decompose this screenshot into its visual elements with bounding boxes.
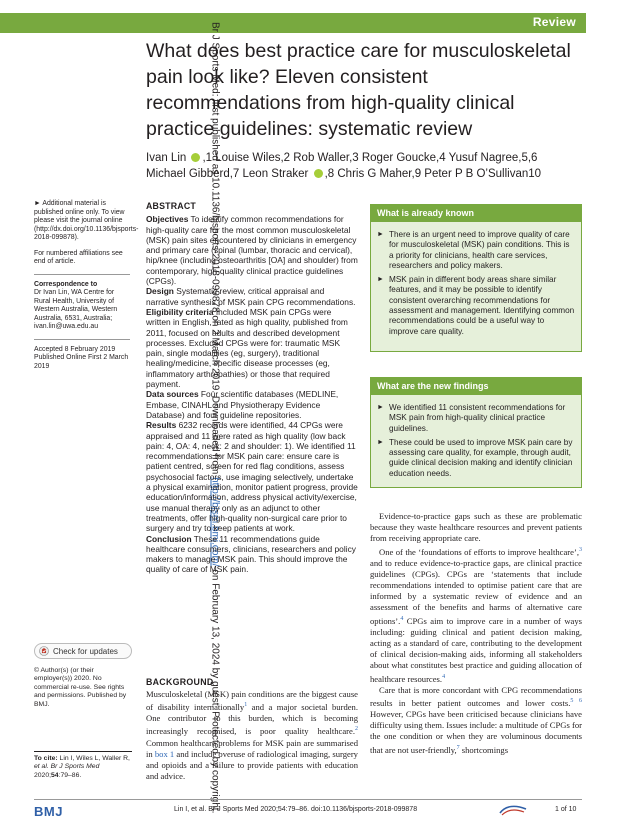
- p3-text-a: Care that is more concordant with CPG recommendations results in better patient outcomes and lower costs.: [370, 684, 582, 708]
- divider: [34, 339, 130, 340]
- list-item-text: MSK pain in different body areas share similar features, and it may be possible to identify consistent overarching recommendations for assessment and management. Identifying common recommendations could be a useful way to improve care quality.: [389, 275, 575, 336]
- list-item: [377, 438, 575, 479]
- footer-citation: Lin I, et al. Br J Sports Med 2020;54:79–86. doi:10.1136/bjsports-2018-099878: [174, 806, 418, 813]
- ref-link[interactable]: 5 6: [570, 697, 583, 704]
- left-margin-notes: [34, 200, 139, 378]
- p2-text-a: One of the ‘foundations of efforts to improve healthcare’,: [379, 546, 579, 557]
- bullet-icon: ►: [377, 404, 384, 411]
- bullet-icon: ►: [377, 438, 384, 446]
- author-line2-b: ,8 Chris G Maher,9 Peter P B O’Sullivan10: [324, 168, 542, 180]
- correspondence-head: Correspondence to: [34, 280, 98, 288]
- bullet-icon: ►: [377, 276, 384, 284]
- background-text: [146, 689, 358, 782]
- p2-text-b: and to reduce evidence-to-practice gaps, are clinical practice guidelines (CPGs). CPGs are ‘statements that include recommendations intended to optimise patient care that are informed by a systematic review of evidence and an assessment of the benefits and harms of alternative care options’.: [370, 557, 582, 626]
- sidenote-suffix: on February 13, 2024 by guest. Protected by copyright.: [209, 566, 221, 814]
- section-label: Review: [532, 15, 576, 29]
- accepted-date: Accepted 8 February 2019: [34, 345, 116, 353]
- published-date: Published Online First 2 March 2019: [34, 354, 129, 370]
- cite-volume: 54: [51, 771, 59, 779]
- already-known-heading: What is already known: [371, 205, 581, 222]
- sidenote-prefix: Br J Sports Med: first published as 10.1136/bjsports-2018-099878 on 2 March 2019. Downloaded from: [209, 22, 221, 478]
- sources-label: Data sources: [146, 389, 199, 400]
- results-text: 6232 records were identified, 44 CPGs were appraised and 11 were rated as high quality (low back pain: 4, OA: 4, neck: 2 and shoulder: 1). We identified 11 recommendations for MSK pain care: ensure care is patient centred, screen for red flag conditions, assess psychosocial factors, use imaging selectively, undertake a physical examination, monitor patient progress, provide education/information, address physical activity/exercise, use manual therapy only as an adjunct to other treatments, offer high-quality non-surgical care prior to surgery and try to keep patients at work.: [146, 420, 358, 534]
- affiliations-note: For numbered affiliations see end of article.: [34, 249, 123, 265]
- copyright-note: © Author(s) (or their employer(s)) 2020. No commercial re-use. See rights and permissions. Published by BMJ.: [34, 667, 127, 708]
- background-text-c: Common healthcare problems for MSK pain are summarised in: [146, 737, 358, 759]
- ref-link[interactable]: 4: [442, 673, 446, 680]
- author-line1-b: ,1 Louise Wiles,2 Rob Waller,3 Roger Goucke,4 Yusuf Nagree,5,6: [202, 152, 538, 164]
- eligibility-label: Eligibility criteria: [146, 306, 214, 317]
- additional-material-note: ► Additional material is published online only. To view please visit the journal online (http://dx.doi.org/10.1136/bjsports-2018-099878).: [34, 200, 139, 241]
- paragraph: [370, 685, 582, 756]
- box1-link[interactable]: box 1: [154, 748, 175, 759]
- ref-link[interactable]: 4: [400, 615, 404, 622]
- bullet-icon: ►: [377, 231, 384, 238]
- background-heading: BACKGROUND: [146, 677, 214, 687]
- design-text: Systematic review, critical appraisal and narrative synthesis of MSK pain CPG recommendations.: [146, 286, 356, 307]
- check-updates-icon: [39, 646, 49, 656]
- list-item: [377, 403, 575, 434]
- ref-link[interactable]: 1: [244, 702, 248, 709]
- sources-text: Four scientific databases (MEDLINE, Embase, CINAHL and Physiotherapy Evidence Database) and four guideline repositories.: [146, 389, 339, 420]
- intro-text: [370, 511, 582, 756]
- cite-journal: et al. Br J Sports Med: [34, 763, 100, 771]
- cite-body-a: Lin I, Wiles L, Waller R,: [57, 755, 130, 762]
- author-line1-a: Ivan Lin: [146, 152, 187, 164]
- list-item: [377, 275, 575, 337]
- p3-text-c: shortcomings: [459, 744, 509, 755]
- list-item-text: These could be used to improve MSK pain care by assessing care quality, for example, through audit, guide clinical decision making and identify clinician education needs.: [389, 437, 573, 478]
- author-line2-a: Michael Gibberd,7 Leon Straker: [146, 168, 309, 180]
- cite-pages: :79–86.: [58, 771, 82, 779]
- divider: [34, 274, 130, 275]
- basem-logo: [498, 803, 528, 817]
- page-number: 1 of 10: [555, 806, 577, 813]
- footer-divider: [34, 799, 582, 800]
- background-text-b: and a major societal burden. One contributor to this burden, which is becoming increasingly recognised, is poor quality healthcare.: [146, 702, 358, 737]
- new-findings-heading: What are the new findings: [371, 378, 581, 395]
- background-text-a: Musculoskeletal (MSK) pain conditions are the biggest cause of disability internationally: [146, 689, 358, 713]
- new-findings-box: [370, 377, 582, 488]
- ref-link[interactable]: 7: [456, 744, 460, 751]
- orcid-icon[interactable]: [314, 169, 323, 178]
- list-item-text: There is an urgent need to improve quality of care for musculoskeletal (MSK) pain conditions. This is a priority for clinicians, health care services, researchers and policy makers.: [389, 230, 570, 270]
- conclusion-text: These 11 recommendations guide healthcare consumers, clinicians, researchers and policy makers to manage MSK pain. This should improve the quality of care of MSK pain.: [146, 533, 356, 575]
- list-item-text: We identified 11 consistent recommendations for MSK pain from high-quality clinical practice guidelines.: [389, 403, 566, 433]
- objectives-text: To identify common recommendations for high-quality care for the most common musculoskeletal (MSK) pain sites encountered by clinicians in emergency and primary care (spinal (lumbar, thoracic and cervical), hip/knee (including osteoarthritis [OA] and shoulder) from contemporary, high-quality clinical practice guidelines (CPGs).: [146, 214, 358, 287]
- objectives-label: Objectives: [146, 214, 189, 225]
- cite-box: [34, 751, 132, 780]
- eligibility-text: Included MSK pain CPGs were written in English, rated as high quality, published from 2011, focused on adults and described development processes. Excluded CPGs were for: traumatic MSK pain, single modalities (eg, surgery), traditional healing/medicine, specific disease processes (eg, inflammatory arthropathies) or those that required payment.: [146, 306, 348, 390]
- correspondence-body: Dr Ivan Lin, WA Centre for Rural Health, University of Western Australia, Western Australia, 6531, Australia; ivan.lin@uwa.edu.au: [34, 289, 118, 330]
- abstract: [146, 201, 358, 575]
- ref-link[interactable]: 3: [579, 546, 582, 553]
- bmj-logo: BMJ: [34, 804, 63, 819]
- cite-head: To cite:: [34, 755, 58, 762]
- paragraph: Evidence-to-practice gaps such as these are problematic because they waste healthcare resources and prevent patients from receiving appropriate care.: [370, 511, 582, 544]
- abstract-heading: ABSTRACT: [146, 201, 196, 211]
- p2-text-c: CPGs aim to improve care in a number of ways including: guiding clinical and patient decision making, acting as a standard of care, contributing to the development of clinical decision-making aids, informing all stakeholders about what constitutes best practice and guiding allocation of healthcare resources.: [370, 615, 582, 684]
- ref-link[interactable]: 2: [355, 726, 358, 733]
- list-item: [377, 230, 575, 271]
- cite-year: 2020;: [34, 771, 52, 779]
- author-list: [146, 150, 582, 182]
- design-label: Design: [146, 286, 174, 297]
- paragraph: [370, 545, 582, 685]
- already-known-box: [370, 204, 582, 352]
- conclusion-label: Conclusion: [146, 533, 192, 544]
- background-text-d: and include overuse of radiological imaging, surgery and opioids and a failure to provide patients with education and advice.: [146, 748, 358, 782]
- orcid-icon[interactable]: [191, 153, 200, 162]
- section-ribbon: [0, 13, 586, 33]
- p3-text-b: However, CPGs have been criticised because clinicians have difficulty using them. Issues include: a multitude of CPGs for the one condition or when they are voluminous documents that are not user-friendly,: [370, 708, 582, 755]
- sidenote-link[interactable]: http://bjsm.bmj.com/: [209, 477, 221, 567]
- results-label: Results: [146, 420, 177, 431]
- check-updates-label: Check for updates: [53, 646, 118, 656]
- article-title: What does best practice care for musculoskeletal pain look like? Eleven consistent recommendations from high-quality clinical practice guidelines: systematic review: [146, 40, 571, 140]
- check-updates-button[interactable]: [34, 643, 132, 659]
